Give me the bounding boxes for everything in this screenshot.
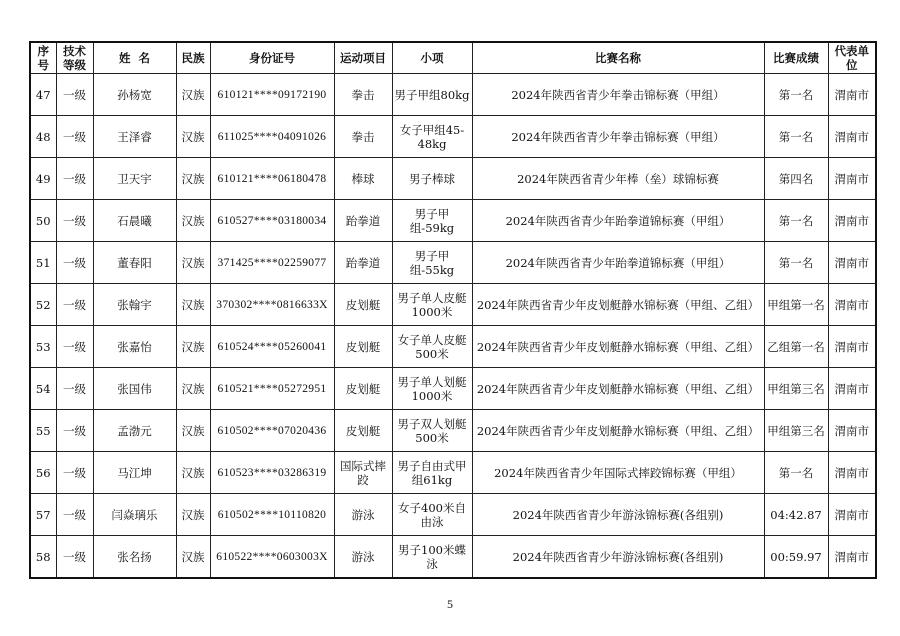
cell-ethnicity: 汉族 [176,74,210,116]
cell-unit: 渭南市 [828,158,876,200]
cell-grade: 一级 [56,536,93,579]
header-competition: 比赛名称 [472,42,764,74]
cell-grade: 一级 [56,494,93,536]
cell-seq: 55 [30,410,56,452]
cell-name: 孙杨宽 [93,74,176,116]
cell-grade: 一级 [56,284,93,326]
header-grade: 技术等级 [56,42,93,74]
cell-sport: 国际式摔跤 [334,452,392,494]
cell-grade: 一级 [56,242,93,284]
cell-id: 610502****10110820 [210,494,334,536]
cell-sport: 跆拳道 [334,200,392,242]
cell-unit: 渭南市 [828,284,876,326]
cell-seq: 51 [30,242,56,284]
cell-competition: 2024年陕西省青少年拳击锦标赛（甲组） [472,116,764,158]
table-row [30,158,876,200]
cell-event: 女子甲组45-48kg [392,116,472,158]
header-name: 姓 名 [93,42,176,74]
cell-unit: 渭南市 [828,368,876,410]
table-row [30,368,876,410]
cell-id: 370302****0816633X [210,284,334,326]
cell-unit: 渭南市 [828,326,876,368]
cell-sport: 皮划艇 [334,368,392,410]
cell-id: 610502****07020436 [210,410,334,452]
cell-name: 张翰宇 [93,284,176,326]
cell-competition: 2024年陕西省青少年皮划艇静水锦标赛（甲组、乙组） [472,410,764,452]
cell-seq: 52 [30,284,56,326]
cell-id: 371425****02259077 [210,242,334,284]
header-id: 身份证号 [210,42,334,74]
page-number: 5 [447,597,453,611]
cell-result: 甲组第三名 [764,368,828,410]
cell-seq: 56 [30,452,56,494]
cell-ethnicity: 汉族 [176,284,210,326]
table-row [30,242,876,284]
cell-ethnicity: 汉族 [176,242,210,284]
cell-ethnicity: 汉族 [176,326,210,368]
cell-grade: 一级 [56,74,93,116]
header-result: 比赛成绩 [764,42,828,74]
cell-event: 男子单人划艇1000米 [392,368,472,410]
header-unit: 代表单位 [828,42,876,74]
cell-competition: 2024年陕西省青少年皮划艇静水锦标赛（甲组、乙组） [472,326,764,368]
cell-ethnicity: 汉族 [176,368,210,410]
athlete-table [29,41,877,579]
cell-event: 男子自由式甲组61kg [392,452,472,494]
cell-competition: 2024年陕西省青少年游泳锦标赛(各组别) [472,536,764,579]
header-ethnicity: 民族 [176,42,210,74]
cell-result: 第一名 [764,74,828,116]
cell-grade: 一级 [56,158,93,200]
cell-sport: 跆拳道 [334,242,392,284]
cell-id: 610121****06180478 [210,158,334,200]
table-row [30,326,876,368]
cell-unit: 渭南市 [828,242,876,284]
cell-event: 男子甲组-59kg [392,200,472,242]
header-sport: 运动项目 [334,42,392,74]
cell-name: 张名扬 [93,536,176,579]
cell-unit: 渭南市 [828,536,876,579]
table-row [30,410,876,452]
cell-seq: 47 [30,74,56,116]
cell-id: 610521****05272951 [210,368,334,410]
cell-grade: 一级 [56,116,93,158]
table-row [30,284,876,326]
cell-name: 张国伟 [93,368,176,410]
cell-ethnicity: 汉族 [176,494,210,536]
cell-ethnicity: 汉族 [176,158,210,200]
cell-id: 611025****04091026 [210,116,334,158]
cell-competition: 2024年陕西省青少年跆拳道锦标赛（甲组） [472,200,764,242]
cell-id: 610523****03286319 [210,452,334,494]
table-row [30,200,876,242]
cell-id: 610524****05260041 [210,326,334,368]
cell-event: 男子棒球 [392,158,472,200]
cell-seq: 49 [30,158,56,200]
cell-unit: 渭南市 [828,494,876,536]
cell-sport: 皮划艇 [334,326,392,368]
cell-competition: 2024年陕西省青少年游泳锦标赛(各组别) [472,494,764,536]
cell-event: 女子400米自由泳 [392,494,472,536]
cell-result: 第一名 [764,200,828,242]
cell-unit: 渭南市 [828,452,876,494]
cell-event: 女子单人皮艇500米 [392,326,472,368]
cell-result: 04:42.87 [764,494,828,536]
cell-event: 男子100米蝶泳 [392,536,472,579]
cell-ethnicity: 汉族 [176,452,210,494]
cell-seq: 50 [30,200,56,242]
cell-sport: 棒球 [334,158,392,200]
cell-result: 乙组第一名 [764,326,828,368]
cell-name: 石晨曦 [93,200,176,242]
cell-id: 610522****0603003X [210,536,334,579]
cell-event: 男子双人划艇500米 [392,410,472,452]
cell-result: 第四名 [764,158,828,200]
table-row [30,536,876,579]
cell-competition: 2024年陕西省青少年跆拳道锦标赛（甲组） [472,242,764,284]
cell-unit: 渭南市 [828,74,876,116]
cell-competition: 2024年陕西省青少年国际式摔跤锦标赛（甲组） [472,452,764,494]
cell-grade: 一级 [56,452,93,494]
cell-unit: 渭南市 [828,410,876,452]
table-row [30,494,876,536]
table-row [30,452,876,494]
cell-grade: 一级 [56,410,93,452]
cell-name: 卫天宇 [93,158,176,200]
header-event: 小项 [392,42,472,74]
cell-seq: 54 [30,368,56,410]
cell-competition: 2024年陕西省青少年拳击锦标赛（甲组） [472,74,764,116]
cell-result: 甲组第一名 [764,284,828,326]
cell-event: 男子单人皮艇1000米 [392,284,472,326]
cell-name: 孟渤元 [93,410,176,452]
cell-id: 610121****09172190 [210,74,334,116]
cell-name: 王泽睿 [93,116,176,158]
cell-result: 第一名 [764,452,828,494]
cell-name: 董春阳 [93,242,176,284]
cell-ethnicity: 汉族 [176,536,210,579]
cell-sport: 游泳 [334,536,392,579]
cell-sport: 拳击 [334,74,392,116]
cell-grade: 一级 [56,326,93,368]
cell-sport: 游泳 [334,494,392,536]
header-seq: 序号 [30,42,56,74]
cell-event: 男子甲组80kg [392,74,472,116]
cell-name: 马江坤 [93,452,176,494]
cell-sport: 皮划艇 [334,284,392,326]
cell-ethnicity: 汉族 [176,200,210,242]
cell-competition: 2024年陕西省青少年皮划艇静水锦标赛（甲组、乙组） [472,284,764,326]
cell-unit: 渭南市 [828,116,876,158]
cell-seq: 53 [30,326,56,368]
table-row [30,116,876,158]
cell-seq: 57 [30,494,56,536]
cell-unit: 渭南市 [828,200,876,242]
cell-result: 甲组第三名 [764,410,828,452]
cell-seq: 48 [30,116,56,158]
cell-sport: 皮划艇 [334,410,392,452]
cell-sport: 拳击 [334,116,392,158]
cell-ethnicity: 汉族 [176,116,210,158]
cell-result: 第一名 [764,116,828,158]
cell-name: 闫焱璃乐 [93,494,176,536]
cell-grade: 一级 [56,368,93,410]
cell-grade: 一级 [56,200,93,242]
cell-id: 610527****03180034 [210,200,334,242]
cell-competition: 2024年陕西省青少年皮划艇静水锦标赛（甲组、乙组） [472,368,764,410]
cell-event: 男子甲组-55kg [392,242,472,284]
cell-ethnicity: 汉族 [176,410,210,452]
cell-competition: 2024年陕西省青少年棒（垒）球锦标赛 [472,158,764,200]
table-header-row [30,42,876,74]
cell-result: 00:59.97 [764,536,828,579]
cell-result: 第一名 [764,242,828,284]
cell-seq: 58 [30,536,56,579]
cell-name: 张嘉怡 [93,326,176,368]
table-row [30,74,876,116]
